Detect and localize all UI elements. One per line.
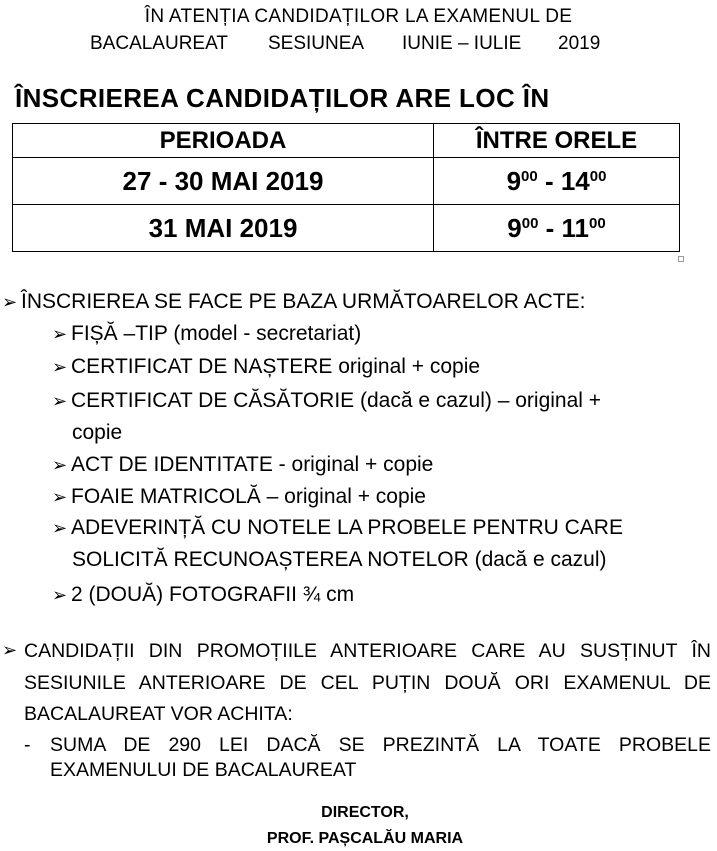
exam-name: BACALAUREAT xyxy=(90,33,228,54)
notice-heading: ÎN ATENȚIA CANDIDAȚILOR LA EXAMENUL DE xyxy=(144,6,573,27)
hours-cell xyxy=(434,158,680,205)
list-item xyxy=(52,355,480,379)
table-row xyxy=(13,205,680,252)
table-resize-handle[interactable] xyxy=(678,256,684,262)
dash-bullet: - xyxy=(24,734,31,756)
period-cell: 27 - 30 MAI 2019 xyxy=(13,158,434,205)
table-row xyxy=(13,158,680,205)
documents-intro-text: ÎNSCRIEREA SE FACE PE BAZA URMĂTOARELOR ACTE: xyxy=(21,290,586,313)
end-minutes: 00 xyxy=(589,167,607,185)
arrow-bullet-icon: ➢ xyxy=(52,455,68,475)
end-hour: 11 xyxy=(561,212,590,243)
arrow-bullet-icon: ➢ xyxy=(52,357,68,377)
hours-cell xyxy=(434,205,680,252)
end-minutes: 00 xyxy=(589,214,606,232)
list-item-text: FIȘĂ –TIP (model - secretariat) xyxy=(71,322,362,345)
session-label: SESIUNEA xyxy=(268,33,365,54)
period-cell: 31 MAI 2019 xyxy=(13,205,434,252)
session-year: 2019 xyxy=(558,33,601,54)
arrow-bullet-icon: ➢ xyxy=(52,391,68,411)
start-minutes: 00 xyxy=(521,214,539,232)
fees-paragraph-line: BACALAUREAT VOR ACHITA: xyxy=(24,703,293,725)
arrow-bullet-icon: ➢ xyxy=(52,487,68,507)
list-item xyxy=(52,583,354,607)
arrow-bullet-icon: ➢ xyxy=(2,640,18,660)
documents-intro xyxy=(2,290,585,314)
list-item-continuation: copie xyxy=(72,421,123,444)
list-item-text: CERTIFICAT DE CĂSĂTORIE (dacă e cazul) – original + xyxy=(71,389,602,412)
list-item-text: ADEVERINȚĂ CU NOTELE LA PROBELE PENTRU CARE xyxy=(71,516,623,539)
start-minutes: 00 xyxy=(521,167,538,185)
arrow-bullet-icon: ➢ xyxy=(52,324,68,344)
column-header-hours: ÎNTRE ORELE xyxy=(434,124,680,158)
list-item xyxy=(52,453,433,477)
signature-role: DIRECTOR, xyxy=(321,804,409,821)
list-item-text: 2 (DOUĂ) FOTOGRAFII ¾ cm xyxy=(71,583,355,606)
hours-separator: - xyxy=(537,165,561,196)
hours-separator: - xyxy=(538,212,562,243)
start-hour: 9 xyxy=(506,165,522,196)
arrow-bullet-icon: ➢ xyxy=(52,585,68,605)
list-item xyxy=(52,389,601,413)
column-header-period: PERIOADA xyxy=(13,124,434,158)
session-months: IUNIE – IULIE xyxy=(402,33,522,54)
table-header-row xyxy=(13,124,680,158)
signature-name: PROF. PAȘCALĂU MARIA xyxy=(266,830,464,847)
fee-item-line: EXAMENULUI DE BACALAUREAT xyxy=(50,759,357,781)
schedule-table xyxy=(12,123,680,252)
list-item xyxy=(52,485,426,509)
start-hour: 9 xyxy=(507,212,522,243)
fees-paragraph-line: SESIUNILE ANTERIOARE DE CEL PUȚIN DOUĂ ORI EXAMENUL DE xyxy=(24,672,711,694)
list-item-continuation: SOLICITĂ RECUNOAȘTEREA NOTELOR (dacă e cazul) xyxy=(72,548,607,571)
arrow-bullet-icon: ➢ xyxy=(2,292,18,312)
list-item-text: ACT DE IDENTITATE - original + copie xyxy=(71,453,434,476)
list-item-text: CERTIFICAT DE NAȘTERE original + copie xyxy=(71,355,481,378)
list-item-text: FOAIE MATRICOLĂ – original + copie xyxy=(71,485,426,508)
end-hour: 14 xyxy=(560,165,590,196)
fee-item-line: SUMA DE 290 LEI DACĂ SE PREZINTĂ LA TOATE PROBELE xyxy=(50,734,711,756)
page-title: ÎNSCRIEREA CANDIDAȚILOR ARE LOC ÎN xyxy=(15,83,550,113)
list-item xyxy=(52,516,623,540)
fees-paragraph-line: CANDIDAȚII DIN PROMOȚIILE ANTERIOARE CARE AU SUSȚINUT ÎN xyxy=(24,640,711,662)
arrow-bullet-icon: ➢ xyxy=(52,518,68,538)
list-item xyxy=(52,322,361,346)
